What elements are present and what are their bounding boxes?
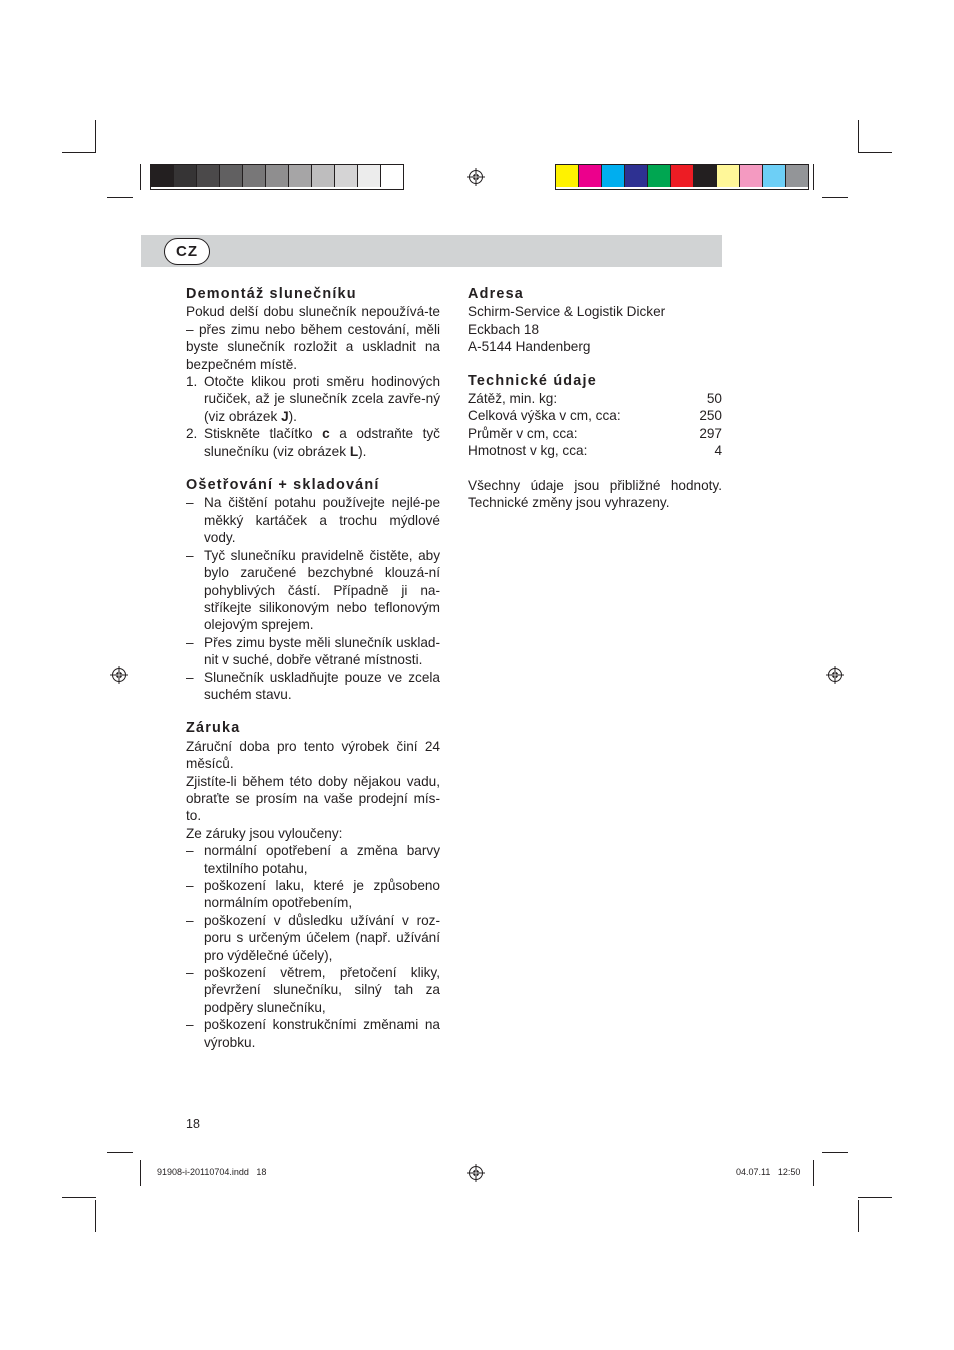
list-item-text: Tyč slunečníku pravidelně čistěte, aby bylo zaručené bezchybné klouzá-ní pohyblivých částí. Případně ji na-stříkejte silikonovým nebo teflonovým olejovým sprejem. bbox=[204, 547, 440, 633]
step-text: Otočte klikou proti směru hodinových ručiček, až je slunečník zcela zavře-ný (viz obrázek bbox=[204, 374, 440, 424]
crop-mark bbox=[140, 1160, 141, 1186]
color-swatch bbox=[289, 165, 312, 187]
color-swatch bbox=[312, 165, 335, 187]
spec-label: Celková výška v cm, cca: bbox=[468, 408, 621, 424]
list-item-text: Přes zimu byste měli slunečník usklad-nit v suché, dobře větrané místnosti. bbox=[204, 634, 440, 668]
crop-mark bbox=[95, 120, 96, 152]
spec-row bbox=[468, 390, 722, 407]
zaruka-exclusions bbox=[186, 842, 440, 1051]
spec-value: 50 bbox=[706, 391, 722, 407]
list-item bbox=[186, 373, 440, 425]
list-item: – poškození laku, které je způsobeno normálním opotřebením, bbox=[186, 878, 440, 911]
color-swatch bbox=[625, 165, 648, 187]
color-swatch bbox=[220, 165, 243, 187]
color-swatch bbox=[717, 165, 740, 187]
osetrovani-list bbox=[186, 494, 440, 703]
list-item-text: Na čištění potahu používejte nejlé-pe měkký kartáček a trochu mýdlové vody. bbox=[204, 495, 440, 546]
color-swatch bbox=[786, 165, 808, 187]
section-title-technicke: Technické údaje bbox=[468, 372, 597, 389]
spec-label: Hmotnost v kg, cca: bbox=[468, 443, 588, 459]
crop-mark bbox=[95, 1200, 96, 1232]
color-swatch bbox=[740, 165, 763, 187]
list-item: – Přes zimu byste měli slunečník usklad-nit v suché, dobře větrané místnosti. bbox=[186, 634, 440, 668]
step-number: 2. bbox=[186, 426, 198, 442]
registration-mark-icon bbox=[110, 666, 128, 684]
list-item: – Na čištění potahu používejte nejlé-pe měkký kartáček a trochu mýdlové vody. bbox=[186, 495, 440, 546]
color-swatch bbox=[694, 165, 717, 187]
spec-value: 4 bbox=[714, 443, 722, 459]
registration-mark-icon bbox=[467, 168, 485, 186]
demontaz-steps bbox=[186, 373, 440, 460]
list-item: – poškození větrem, přetočení kliky, převržení slunečníku, silný tah za podpěry slunečníku, bbox=[186, 965, 440, 1015]
figure-ref: L bbox=[349, 443, 359, 459]
spec-row bbox=[468, 442, 722, 459]
step-text: Stiskněte tlačítko bbox=[204, 426, 323, 442]
crop-mark bbox=[107, 197, 133, 198]
section-title-zaruka: Záruka bbox=[186, 720, 241, 737]
header-band bbox=[141, 235, 722, 267]
list-item: – normální opotřebení a změna barvy textilního potahu, bbox=[186, 843, 440, 876]
section-title-demontaz: Demontáž slunečníku bbox=[186, 286, 357, 302]
spec-value: 250 bbox=[699, 408, 722, 424]
color-swatch bbox=[151, 165, 174, 187]
crop-mark bbox=[858, 152, 892, 153]
language-badge: CZ bbox=[164, 238, 210, 265]
crop-mark bbox=[822, 197, 848, 198]
list-item: – Tyč slunečníku pravidelně čistěte, aby bylo zaručené bezchybné klouzá-ní pohyblivých částí. Případně ji na-stříkejte silikonovým nebo teflonovým olejovým sprejem. bbox=[186, 547, 440, 633]
step-text: ). bbox=[358, 443, 367, 459]
crop-mark bbox=[813, 164, 814, 190]
list-item: – Slunečník uskladňujte pouze ve zcela suchém stavu. bbox=[186, 669, 440, 702]
color-swatch bbox=[648, 165, 671, 187]
zaruka-paragraph: Záruční doba pro tento výrobek činí 24 měsíců. bbox=[186, 738, 440, 772]
color-bar bbox=[555, 164, 809, 190]
address-line: A-5144 Handenberg bbox=[468, 339, 591, 355]
color-swatch bbox=[579, 165, 602, 187]
crop-mark bbox=[62, 152, 96, 153]
spec-row bbox=[468, 407, 722, 424]
step-text: a odstraňte tyč slunečníku (viz obrázek bbox=[204, 426, 440, 459]
list-item: – poškození v důsledku užívání v roz-poru s určeným účelem (např. užívání pro výdělečné účely), bbox=[186, 912, 440, 963]
left-column bbox=[186, 286, 440, 1051]
color-swatch bbox=[381, 165, 403, 187]
list-item-text: normální opotřebení a změna barvy textilního potahu, bbox=[204, 843, 440, 876]
color-swatch bbox=[671, 165, 694, 187]
registration-mark-icon bbox=[826, 666, 844, 684]
right-column bbox=[468, 286, 722, 511]
crop-mark bbox=[822, 1152, 848, 1153]
address-line: Schirm-Service & Logistik Dicker bbox=[468, 304, 666, 320]
color-swatch bbox=[174, 165, 197, 187]
color-swatch bbox=[602, 165, 625, 187]
spec-value: 297 bbox=[699, 425, 722, 441]
timestamp: 04.07.11 12:50 bbox=[736, 1167, 801, 1177]
spec-row bbox=[468, 425, 722, 442]
page-number: 18 bbox=[186, 1117, 200, 1131]
list-item-text: poškození laku, které je způsobeno normálním opotřebením, bbox=[204, 878, 440, 911]
color-swatch bbox=[266, 165, 289, 187]
section-title-adresa: Adresa bbox=[468, 286, 524, 302]
step-number: 1. bbox=[186, 374, 198, 390]
crop-mark bbox=[107, 1152, 133, 1153]
list-item-text: poškození v důsledku užívání v roz-poru s určeným účelem (např. užívání pro výdělečné účely), bbox=[204, 912, 440, 963]
file-name: 91908-i-20110704.indd 18 bbox=[157, 1167, 267, 1177]
crop-mark bbox=[62, 1197, 96, 1198]
crop-mark bbox=[858, 120, 859, 152]
address-line: Eckbach 18 bbox=[468, 321, 540, 337]
crop-mark bbox=[858, 1197, 892, 1198]
list-item-text: Slunečník uskladňujte pouze ve zcela suchém stavu. bbox=[204, 669, 440, 702]
step-text: ). bbox=[288, 408, 297, 424]
demontaz-intro: Pokud delší dobu slunečník nepoužívá-te – přes zimu nebo během cestování, měli byste slunečník rozložit a uskladnit na bezpečném místě. bbox=[186, 304, 440, 372]
color-swatch bbox=[243, 165, 266, 187]
spec-label: Průměr v cm, cca: bbox=[468, 425, 578, 441]
crop-mark bbox=[858, 1200, 859, 1232]
color-swatch bbox=[197, 165, 220, 187]
list-item bbox=[186, 425, 440, 460]
registration-mark-icon bbox=[467, 1164, 485, 1182]
color-swatch bbox=[358, 165, 381, 187]
color-swatch bbox=[335, 165, 358, 187]
zaruka-paragraph: Ze záruky jsou vyloučeny: bbox=[186, 825, 343, 841]
color-swatch bbox=[763, 165, 786, 187]
figure-ref: J bbox=[281, 408, 289, 424]
crop-mark bbox=[813, 1160, 814, 1186]
crop-mark bbox=[140, 164, 141, 190]
color-swatch bbox=[556, 165, 579, 187]
list-item-text: poškození konstrukčními změnami na výrobku. bbox=[204, 1017, 440, 1050]
part-ref: c bbox=[322, 426, 330, 442]
zaruka-paragraph: Zjistíte-li během této doby nějakou vadu, obraťte se prosím na vaše prodejní mís-to. bbox=[186, 773, 440, 824]
gray-scale-bar bbox=[150, 164, 404, 190]
section-title-osetrovani: Ošetřování + skladování bbox=[186, 477, 380, 494]
list-item-text: poškození větrem, přetočení kliky, převržení slunečníku, silný tah za podpěry slunečníku, bbox=[204, 965, 440, 1015]
spec-label: Zátěž, min. kg: bbox=[468, 391, 558, 407]
spec-note: Všechny údaje jsou přibližné hodnoty. Technické změny jsou vyhrazeny. bbox=[468, 477, 722, 511]
list-item: – poškození konstrukčními změnami na výrobku. bbox=[186, 1017, 440, 1050]
